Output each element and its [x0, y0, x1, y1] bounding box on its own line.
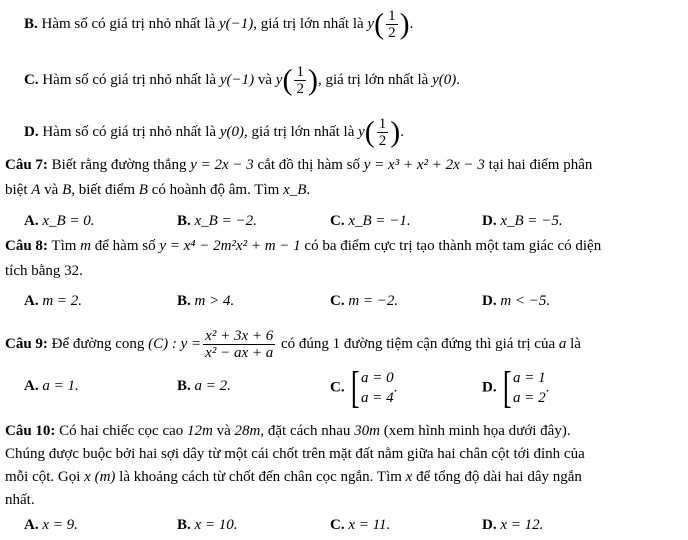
variable-x: x (m): [84, 469, 116, 485]
question-text: để tổng độ dài hai dây ngắn: [416, 469, 582, 485]
system-of-equations: [348, 363, 394, 412]
option-label: B.: [24, 15, 38, 32]
q8-option-a[interactable]: [24, 291, 82, 311]
option-text: và: [257, 71, 273, 88]
math-m: m: [80, 238, 91, 254]
punct: .: [306, 182, 311, 198]
math-min: y(−1): [218, 15, 254, 32]
paren-left: (: [282, 63, 293, 97]
question-text: là khoảng cách từ chốt đến chân cọc ngắn. Tìm: [119, 469, 402, 485]
question-text: là: [570, 335, 581, 352]
math-max: y(0): [432, 71, 457, 88]
option-label: C.: [330, 379, 345, 396]
option-text: , giá trị lớn nhất là: [243, 123, 355, 140]
question-text: có ba điểm cực trị tạo thành một tam giác có diện: [304, 238, 602, 254]
question-text: tích bằng 32.: [5, 263, 83, 279]
system-row: a = 4: [361, 390, 394, 406]
paren-left: (: [364, 115, 375, 149]
q7-option-a[interactable]: [24, 211, 95, 231]
option-value: x_B = −2.: [194, 213, 257, 229]
option-text: Hàm số có giá trị nhỏ nhất là: [41, 15, 216, 32]
fraction: [203, 328, 275, 361]
q7-line-1: [5, 155, 592, 175]
option-label: A.: [24, 517, 39, 533]
variable-x: x: [405, 469, 413, 485]
fraction-den: x² − ax + a: [205, 345, 274, 361]
q10-option-a[interactable]: [24, 515, 78, 535]
option-text: , giá trị lớn nhất là: [253, 15, 364, 32]
option-value: x = 12.: [500, 517, 544, 533]
question-label: Câu 7:: [5, 157, 48, 173]
system-row: a = 1: [513, 370, 546, 386]
option-text: , giá trị lớn nhất là: [317, 71, 429, 88]
option-text: Hàm số có giá trị nhỏ nhất là: [42, 71, 217, 88]
q10-option-d[interactable]: [482, 515, 543, 535]
system-rows: [513, 368, 546, 408]
option-label: B.: [177, 517, 191, 533]
point-b: B: [138, 182, 148, 198]
math-eq: y = x⁴ − 2m²x² + m − 1: [159, 238, 301, 254]
q10-option-b[interactable]: [177, 515, 238, 535]
height-1: 12m: [187, 423, 213, 439]
prev-option-d: [24, 116, 404, 149]
math-line-eq: y = 2x − 3: [190, 157, 254, 173]
system-row: a = 0: [361, 370, 394, 386]
fraction: [294, 64, 306, 97]
punct: .: [456, 71, 460, 88]
question-text: và: [216, 423, 231, 439]
bracket: [: [503, 363, 513, 412]
punct: .: [400, 123, 405, 140]
option-label: D.: [482, 213, 497, 229]
q9-option-c[interactable]: [330, 363, 398, 412]
option-value: m = 2.: [42, 293, 83, 309]
option-value: x_B = −5.: [500, 213, 563, 229]
q10-line-3: [5, 467, 582, 487]
question-label: Câu 8:: [5, 238, 48, 254]
paren-right: ): [307, 63, 318, 97]
question-text: biệt: [5, 182, 28, 198]
fraction: [377, 116, 389, 149]
q9-option-d[interactable]: [482, 363, 550, 412]
option-label: A.: [24, 213, 39, 229]
q10-line-4: [5, 490, 35, 510]
math-curve: (C) : y =: [148, 335, 202, 352]
math-min: y(0): [219, 123, 244, 140]
punct: .: [545, 379, 550, 396]
prev-option-b: [24, 8, 413, 41]
option-label: C.: [330, 517, 345, 533]
point-b: B: [62, 182, 72, 198]
fraction-den: 2: [388, 25, 396, 41]
question-label: Câu 10:: [5, 423, 56, 439]
question-text: , biết điểm: [71, 182, 136, 198]
paren-right: ): [390, 115, 401, 149]
option-value: x = 9.: [42, 517, 78, 533]
option-value: x = 11.: [348, 517, 391, 533]
question-text: mỗi cột. Gọi: [5, 469, 81, 485]
question-text: (xem hình minh họa dưới đây).: [383, 423, 571, 439]
math-a: a: [558, 335, 567, 352]
option-label: B.: [177, 213, 191, 229]
q8-line-2: [5, 261, 83, 281]
option-value: x_B = 0.: [42, 213, 95, 229]
paren-right: ): [399, 7, 410, 41]
q7-option-d[interactable]: [482, 211, 563, 231]
question-text: Chúng được buộc bởi hai sợi dây từ một cái chốt trên mặt đất nằm giữa hai chân cột tới đỉnh của: [5, 446, 585, 462]
question-text: và: [44, 182, 59, 198]
question-text: có hoành độ âm. Tìm: [151, 182, 280, 198]
option-value: m > 4.: [194, 293, 235, 309]
fraction-den: 2: [378, 133, 387, 149]
q8-option-b[interactable]: [177, 291, 234, 311]
math-min: y(−1): [219, 71, 255, 88]
math-fn: y: [358, 123, 365, 140]
prev-option-c: [24, 64, 460, 97]
fraction-num: x² + 3x + 6: [205, 328, 274, 344]
question-text: Có hai chiếc cọc cao: [59, 423, 184, 439]
option-value: a = 1.: [42, 378, 79, 394]
option-label: B.: [177, 378, 191, 394]
q10-line-1: [5, 421, 571, 441]
height-2: 28m: [234, 423, 261, 439]
question-text: tại hai điểm phân: [488, 157, 593, 173]
question-text: để hàm số: [94, 238, 156, 254]
option-value: x = 10.: [194, 517, 238, 533]
option-text: Hàm số có giá trị nhỏ nhất là: [42, 123, 217, 140]
point-a: A: [31, 182, 41, 198]
q7-option-c[interactable]: [330, 211, 411, 231]
option-value: m = −2.: [348, 293, 399, 309]
fraction: [386, 8, 398, 41]
q7-line-2: [5, 180, 310, 200]
q9-line-1: [5, 328, 581, 361]
fraction-num: 1: [296, 64, 304, 80]
math-fn: y: [275, 71, 283, 88]
math-fn: y: [367, 15, 375, 32]
question-text: Biết rằng đường thẳng: [51, 157, 187, 173]
q10-line-2: [5, 444, 585, 464]
option-label: A.: [24, 293, 39, 309]
fraction-den: 2: [296, 81, 304, 97]
option-value: x_B = −1.: [348, 213, 411, 229]
question-text: Để đường cong: [51, 335, 145, 352]
system-row: a = 2: [513, 390, 546, 406]
question-text: cắt đồ thị hàm số: [257, 157, 361, 173]
fraction-num: 1: [388, 8, 396, 24]
option-label: C.: [330, 213, 345, 229]
question-text: nhất.: [5, 492, 35, 508]
math-curve-eq: y = x³ + x² + 2x − 3: [363, 157, 485, 173]
punct: .: [393, 379, 398, 396]
question-label: Câu 9:: [5, 335, 48, 352]
distance: 30m: [354, 423, 380, 439]
question-text: có đúng 1 đường tiệm cận đứng thì giá trị của: [280, 335, 556, 352]
option-value: a = 2.: [194, 378, 231, 394]
system-rows: [361, 368, 394, 408]
option-label: A.: [24, 378, 39, 394]
option-value: m < −5.: [500, 293, 551, 309]
option-label: D.: [482, 517, 497, 533]
question-text: , đặt cách nhau: [260, 423, 351, 439]
fraction-num: 1: [378, 116, 387, 132]
option-label: D.: [482, 379, 497, 396]
q7-option-b[interactable]: [177, 211, 257, 231]
option-label: D.: [24, 123, 39, 140]
option-label: D.: [482, 293, 497, 309]
q8-line-1: [5, 236, 601, 256]
system-of-equations: [500, 363, 546, 412]
bracket: [: [351, 363, 361, 412]
option-label: C.: [24, 71, 39, 88]
option-label: C.: [330, 293, 345, 309]
q8-option-d[interactable]: [482, 291, 550, 311]
option-label: B.: [177, 293, 191, 309]
question-text: Tìm: [51, 238, 77, 254]
punct: .: [409, 15, 414, 32]
q8-option-c[interactable]: [330, 291, 398, 311]
math-xb: x_B: [283, 182, 307, 198]
q9-option-a[interactable]: [24, 376, 79, 396]
paren-left: (: [374, 7, 385, 41]
q10-option-c[interactable]: [330, 515, 390, 535]
q9-option-b[interactable]: [177, 376, 231, 396]
